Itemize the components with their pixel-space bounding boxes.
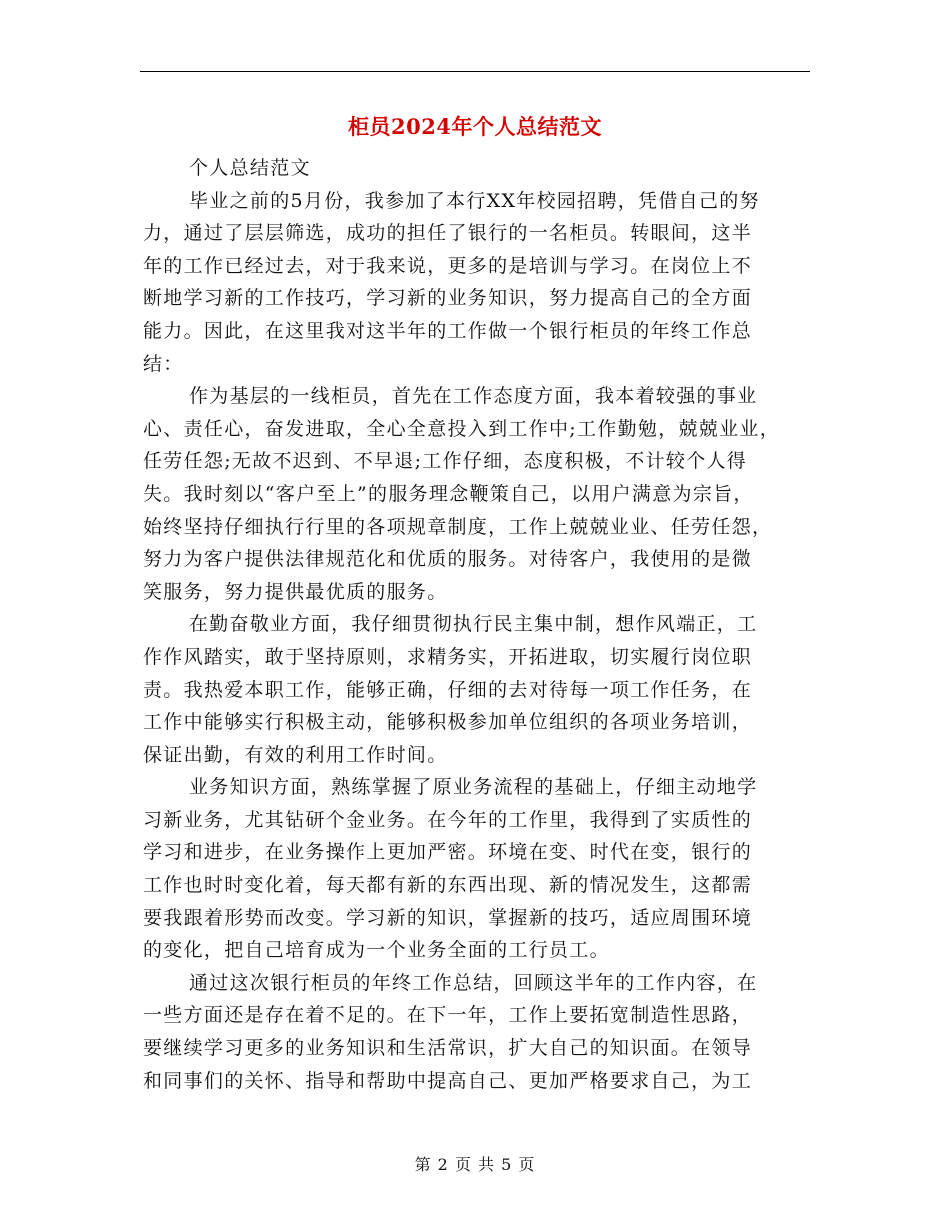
header-rule bbox=[140, 71, 810, 72]
text-line: 能力。因此，在这里我对这半年的工作做一个银行柜员的年终工作总 bbox=[143, 319, 753, 342]
text-line: 工作也时时变化着，每天都有新的东西出现、新的情况发生，这都需 bbox=[143, 874, 753, 897]
text-line: 任劳任怨;无故不迟到、不早退;工作仔细，态度积极，不计较个人得 bbox=[143, 450, 748, 473]
text-line: 要我跟着形势而改变。学习新的知识，掌握新的技巧，适应周围环境 bbox=[143, 906, 753, 929]
text-line: 个人总结范文 bbox=[189, 157, 311, 179]
text-line: 努力为客户提供法律规范化和优质的服务。对待客户，我使用的是微 bbox=[143, 548, 753, 571]
text-line: 一些方面还是存在着不足的。在下一年，工作上要拓宽制造性思路， bbox=[143, 1004, 753, 1027]
text-line: 保证出勤，有效的利用工作时间。 bbox=[143, 743, 448, 766]
text-line: 作为基层的一线柜员，首先在工作态度方面，我本着较强的事业 bbox=[189, 385, 758, 408]
page-footer: 第 2 页 共 5 页 bbox=[414, 1155, 536, 1174]
text-line: 责。我热爱本职工作，能够正确，仔细的去对待每一项工作任务，在 bbox=[143, 678, 753, 701]
text-line: 毕业之前的5月份，我参加了本行XX年校园招聘，凭借自己的努 bbox=[189, 189, 760, 212]
document-body bbox=[143, 152, 813, 1097]
text-line: 笑服务，努力提供最优质的服务。 bbox=[143, 580, 448, 603]
document-title: 柜员2024年个人总结范文 bbox=[348, 114, 602, 139]
text-line: 心、责任心，奋发进取，全心全意投入到工作中;工作勤勉，兢兢业业， bbox=[143, 417, 781, 440]
text-line: 业务知识方面，熟练掌握了原业务流程的基础上，仔细主动地学 bbox=[189, 776, 758, 799]
text-line: 结： bbox=[143, 352, 184, 375]
text-line: 习新业务，尤其钻研个金业务。在今年的工作里，我得到了实质性的 bbox=[143, 808, 753, 831]
text-line: 断地学习新的工作技巧，学习新的业务知识，努力提高自己的全方面 bbox=[143, 287, 753, 310]
text-line: 和同事们的关怀、指导和帮助中提高自己、更加严格要求自己，为工 bbox=[143, 1069, 753, 1092]
text-line: 力，通过了层层筛选，成功的担任了银行的一名柜员。转眼间，这半 bbox=[143, 222, 753, 245]
text-line: 通过这次银行柜员的年终工作总结，回顾这半年的工作内容，在 bbox=[189, 971, 758, 994]
text-line: 的变化，把自己培育成为一个业务全面的工行员工。 bbox=[143, 939, 610, 962]
text-line: 要继续学习更多的业务知识和生活常识，扩大自己的知识面。在领导 bbox=[143, 1037, 753, 1060]
text-line: 失。我时刻以“客户至上”的服务理念鞭策自己，以用户满意为宗旨， bbox=[143, 482, 754, 505]
text-line: 作作风踏实，敢于坚持原则，求精务实，开拓进取，切实履行岗位职 bbox=[143, 645, 753, 668]
text-line: 始终坚持仔细执行行里的各项规章制度，工作上兢兢业业、任劳任怨， bbox=[143, 515, 773, 538]
text-line: 工作中能够实行积极主动，能够积极参加单位组织的各项业务培训， bbox=[143, 711, 753, 734]
text-line: 年的工作已经过去，对于我来说，更多的是培训与学习。在岗位上不 bbox=[143, 254, 753, 277]
text-line: 学习和进步，在业务操作上更加严密。环境在变、时代在变，银行的 bbox=[143, 841, 753, 864]
text-line: 在勤奋敬业方面，我仔细贯彻执行民主集中制，想作风端正，工 bbox=[189, 613, 758, 636]
